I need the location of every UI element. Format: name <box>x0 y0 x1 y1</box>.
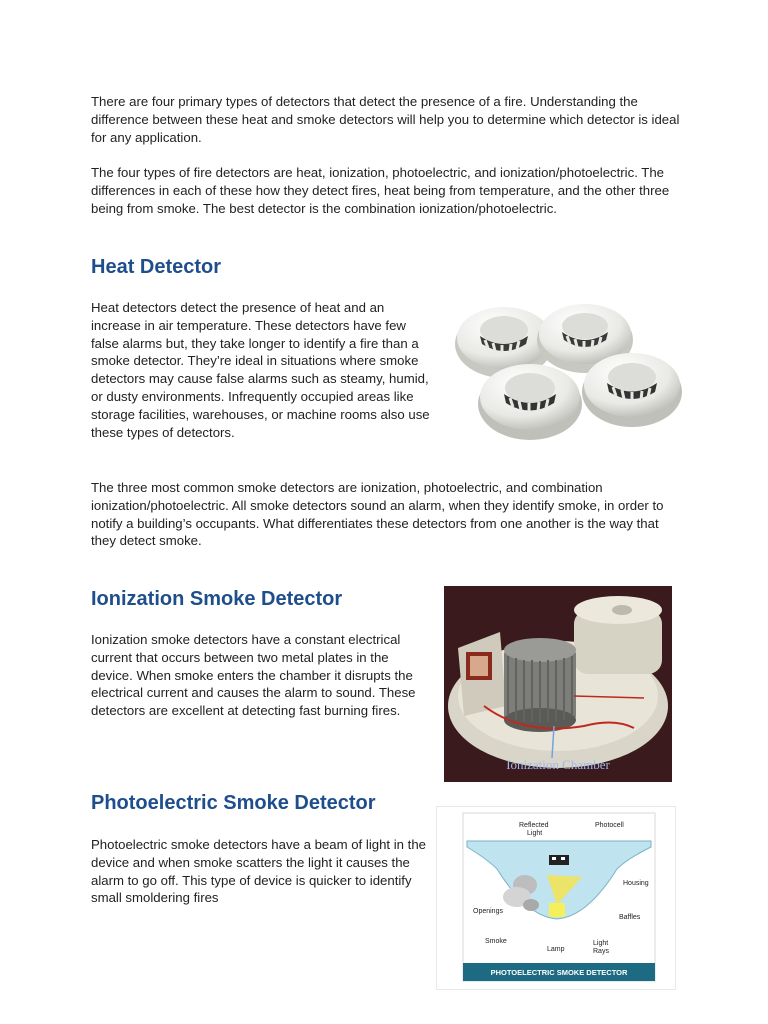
svg-text:Baffles: Baffles <box>619 914 641 921</box>
smoke-detectors-intro: The three most common smoke detectors are ionization, photoelectric, and combination ionization/photoelectric. All smoke detectors sound an alarm, when they identify smoke, in order to notify a building’s occupants. What differentiates these detectors from one another is the way that they detect smoke. <box>91 480 664 549</box>
svg-text:Rays: Rays <box>593 948 609 955</box>
photoelectric-diagram <box>436 806 676 990</box>
heat-detectors-photo <box>452 300 686 446</box>
intro-paragraph-1: There are four primary types of detectors that detect the presence of a fire. Understanding the difference between these heat and smoke detectors will help you to determine which detector is ideal for any application. <box>91 94 680 145</box>
ionization-heading: Ionization Smoke Detector <box>91 588 343 610</box>
ionization-chamber-caption: Ionization Chamber <box>506 757 610 772</box>
svg-text:Reflected: Reflected <box>519 822 549 829</box>
svg-text:Light: Light <box>593 940 609 947</box>
svg-text:Openings: Openings <box>473 908 503 915</box>
svg-text:Smoke: Smoke <box>485 938 507 945</box>
heat-detector-unit <box>478 364 582 440</box>
intro-paragraph-2: The four types of fire detectors are heat, ionization, photoelectric, and ionization/photoelectric. The differences in each of these how they detect fires, heat being from temperature, and the other three being from smoke. The best detector is the combination ionization/photoelectric. <box>91 165 670 216</box>
photoelectric-body: Photoelectric smoke detectors have a beam of light in the device and when smoke scatters the light it causes the alarm to go off. This type of device is quicker to identify small smoldering fires <box>91 837 426 906</box>
heat-detector-body: Heat detectors detect the presence of heat and an increase in air temperature. These detectors have few false alarms but, they take longer to identify a fire than a smoke detector. They’re ideal in situations where smoke detectors may cause false alarms such as steamy, humid, or dusty environments. Infrequently occupied areas like storage facilities, warehouses, or machine rooms also use these types of detectors. <box>91 300 430 440</box>
svg-text:Housing: Housing <box>623 880 649 887</box>
photoelectric-heading: Photoelectric Smoke Detector <box>91 792 376 814</box>
svg-text:Lamp: Lamp <box>547 946 565 953</box>
photoelectric-diagram-title: PHOTOELECTRIC SMOKE DETECTOR <box>490 968 628 977</box>
ionization-body: Ionization smoke detectors have a constant electrical current that occurs between two metal plates in the device. When smoke enters the chamber it disrupts the electrical current and causes the alarm to sound. These detectors are excellent at detecting fast burning fires. <box>91 632 416 719</box>
heat-detector-unit <box>582 353 682 427</box>
heat-detector-heading: Heat Detector <box>91 256 222 278</box>
svg-text:Light: Light <box>527 830 543 837</box>
ionization-chamber-photo <box>444 586 672 782</box>
svg-text:Photocell: Photocell <box>595 822 624 829</box>
